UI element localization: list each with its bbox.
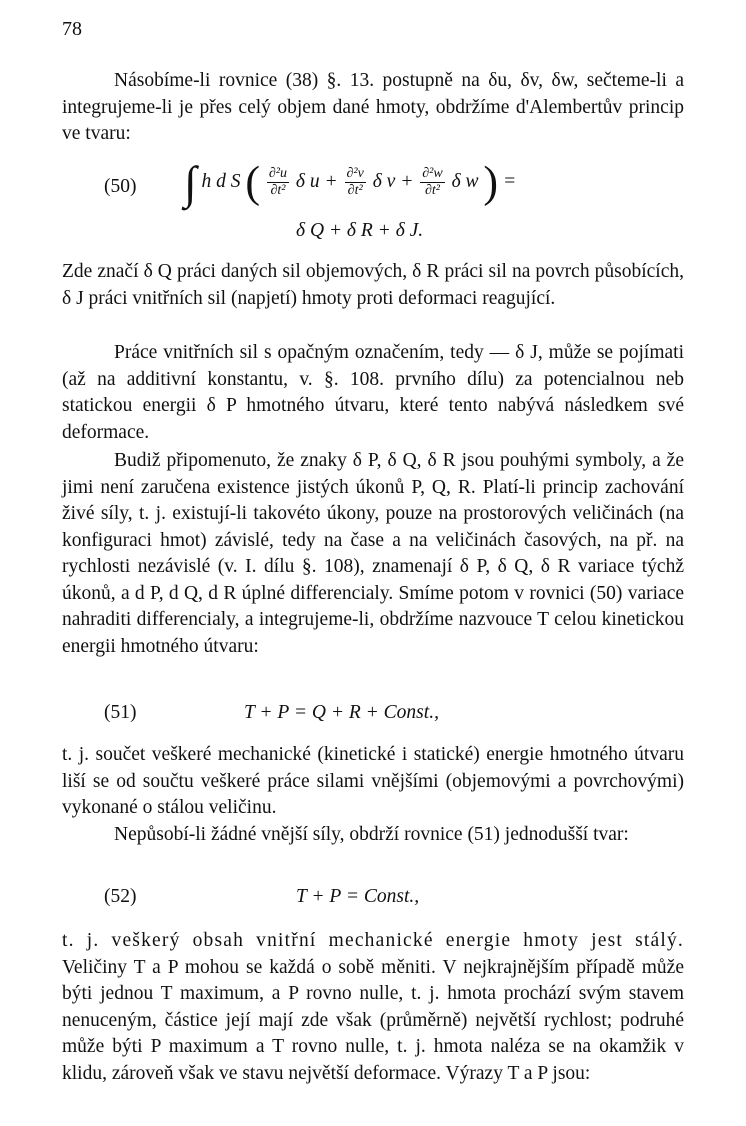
equation-50-rhs: δ Q + δ R + δ J.: [296, 220, 424, 241]
equation-52: T + P = Const.,: [296, 886, 420, 907]
spaced-emphasis: t. j. veškerý obsah vnitřní mechanické energie hmoty jest stálý.: [62, 930, 684, 951]
paragraph-no-forces: Nepůsobí-li žádné vnější síly, obdrží rovnice (51) jednodušší tvar:: [114, 824, 629, 845]
eq50-dw: δ w: [451, 170, 479, 192]
page-number: 78: [62, 18, 82, 40]
fraction-v-den: ∂t²: [347, 183, 363, 198]
paragraph-definitions: Zde značí δ Q práci daných sil objemových, δ R práci sil na povrch působících, δ J práci vnitřních sil (napjetí) hmoty proti deformaci reagující.: [62, 261, 684, 309]
eq50-hds: h d S: [201, 170, 241, 192]
fraction-v: [345, 166, 366, 199]
equation-52-number: (52): [104, 886, 137, 907]
paragraph-intro: Násobíme-li rovnice (38) §. 13. postupně na δu, δv, δw, sečteme-li a integrujeme-li je přes celý objem dané hmoty, obdržíme d'Alembertův princip ve tvaru:: [62, 70, 684, 144]
eq50-right-paren: ): [483, 157, 499, 207]
eq50-du: δ u: [295, 170, 320, 192]
fraction-v-num: ∂²v: [346, 166, 364, 181]
eq50-equals: =: [502, 170, 517, 192]
eq50-plus-2: +: [400, 170, 414, 192]
fraction-u: [267, 166, 289, 199]
fraction-w-num: ∂²w: [422, 166, 443, 181]
equation-51-number: (51): [104, 702, 137, 723]
paragraph-constant-energy: [62, 928, 684, 1087]
paragraph-symbols: Budiž připomenuto, že znaky δ P, δ Q, δ R jsou pouhými symboly, a že jimi není zaručena existence jistých úkonů P, Q, R. Platí-li princip zachování živé síly, t. j. existují-li takovéto úkony, pouze na prostorových veličinách (na konfiguraci hmot) závislé, tedy na čase a na veličinách časových, na př. na rychlosti nezávislé (v. I. dílu §. 108), znamenají δ P, δ Q, δ R variace týchž úkonů, a d P, d Q, d R úplné differencialy. Smíme potom v rovnici (50) variace nahraditi differencialy, a integrujeme-li, obdržíme nazvouce T celou kinetickou energii hmotného útvaru:: [62, 450, 684, 657]
fraction-w-den: ∂t²: [424, 183, 440, 198]
paragraph-energy-sum: t. j. součet veškeré mechanické (kinetické i statické) energie hmotného útvaru liší se od součtu veškeré práce silami vnějšími (objemovými a povrchovými) vykonané o stálou veličinu.: [62, 744, 684, 818]
equation-51: T + P = Q + R + Const.,: [244, 702, 439, 723]
fraction-u-den: ∂t²: [270, 183, 286, 198]
paragraph-constant-energy-rest: Veličiny T a P mohou se každá o sobě měniti. V nejkrajnějším případě může býti jednou T maximum, a P rovno nulle, t. j. hmota prochází svým stavem nenuceným, částice její mají zde však (průměrně) největší rychlost; podruhé může býti P maximum a T rovno nulle, t. j. hmota naléza se na okamžik v klidu, zároveň však ve stavu největší deformace. Výrazy T a P jsou:: [62, 956, 684, 1084]
integral-sign: ∫: [184, 157, 197, 208]
eq50-dv: δ v: [372, 170, 396, 192]
paragraph-internal-work: Práce vnitřních sil s opačným označením, tedy — δ J, může se pojímati (až na additivní konstantu, v. §. 108. prvního dílu) za potencialnou neb statickou energii δ P hmotného útvaru, které tento nabývá následkem své deformace.: [62, 342, 684, 443]
fraction-w: [420, 166, 444, 199]
eq50-left-paren: (: [245, 157, 261, 207]
equation-50-number: (50): [104, 176, 137, 197]
equation-50: [184, 156, 516, 209]
eq50-plus-1: +: [324, 170, 338, 192]
fraction-u-num: ∂²u: [268, 166, 288, 181]
